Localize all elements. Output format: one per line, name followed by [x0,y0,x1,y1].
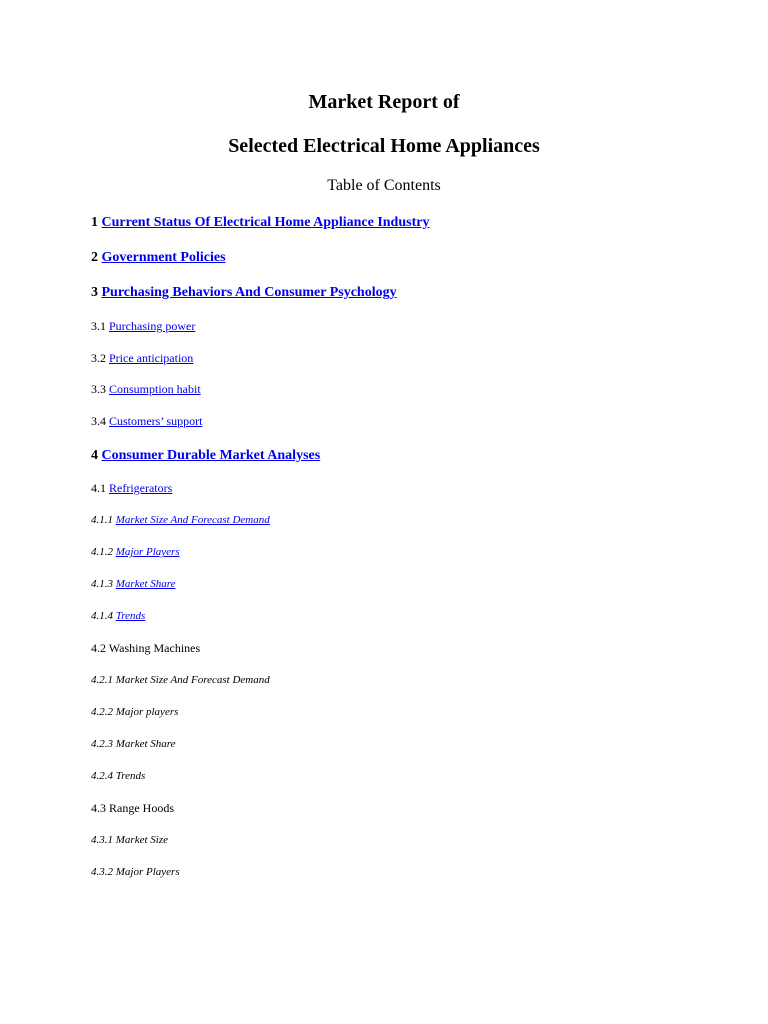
toc-entry-number: 4.3.2 [91,866,113,878]
toc-label-range-hoods-market-size: Market Size [115,834,168,846]
toc-entry-4-3-1 [91,833,168,848]
toc-entry-4-3-2 [91,865,180,880]
toc-entry-number: 4.2.3 [91,738,113,750]
toc-entry-4-1-3 [91,577,176,592]
toc-link-customers-support[interactable]: Customers’ support [109,414,203,428]
toc-entry-number: 3 [91,285,98,300]
toc-entry-number: 4.1.2 [91,546,113,558]
toc-entry-4-2-1 [91,673,270,688]
toc-label-washing-market-share: Market Share [115,738,176,750]
toc-link-refrigerators-trends[interactable]: Trends [115,610,146,622]
toc-entry-4-1-1 [91,513,270,528]
toc-entry-4-2-2 [91,705,178,720]
toc-link-refrigerators-major-players[interactable]: Major Players [115,546,180,558]
toc-entry-4-2-3 [91,737,176,752]
toc-entry-number: 4.1.4 [91,610,113,622]
toc-entry-number: 4.3.1 [91,834,113,846]
toc-entry-4-1 [91,480,172,496]
toc-entry-number: 4.1.1 [91,514,113,526]
toc-link-price-anticipation[interactable]: Price anticipation [109,351,194,365]
toc-link-refrigerators-market-share[interactable]: Market Share [115,578,176,590]
toc-entry-number: 1 [91,215,98,230]
toc-label-washing-major-players: Major players [115,706,179,718]
toc-entry-number: 4.2.1 [91,674,113,686]
toc-entry-3-1 [91,318,195,334]
toc-entry-4-2-4 [91,769,145,784]
toc-entry-4-1-4 [91,609,145,624]
toc-link-purchasing-behaviors[interactable]: Purchasing Behaviors And Consumer Psychology [101,285,397,300]
toc-entry-number: 4.1 [91,481,106,495]
toc-label-washing-market-size: Market Size And Forecast Demand [115,674,270,686]
toc-link-government-policies[interactable]: Government Policies [101,250,226,265]
toc-label-washing-trends: Trends [115,770,146,782]
toc-entry-number: 3.1 [91,319,106,333]
toc-link-refrigerators[interactable]: Refrigerators [109,481,173,495]
toc-entry-number: 3.4 [91,414,106,428]
toc-link-current-status[interactable]: Current Status Of Electrical Home Appliance Industry [101,215,430,230]
toc-label-range-hoods: Range Hoods [109,801,174,815]
toc-entry-4-1-2 [91,545,180,560]
toc-entry-3-4 [91,413,202,429]
toc-entry-3-3 [91,381,201,397]
toc-link-purchasing-power[interactable]: Purchasing power [109,319,196,333]
toc-entry-number: 4.3 [91,801,106,815]
toc-link-consumer-durable[interactable]: Consumer Durable Market Analyses [101,448,321,463]
toc-entry-number: 3.3 [91,382,106,396]
toc-entry-number: 4 [91,448,98,463]
toc-entry-3-2 [91,350,193,366]
toc-link-consumption-habit[interactable]: Consumption habit [109,382,201,396]
toc-entry-number: 4.2.4 [91,770,113,782]
toc-entry-1 [91,214,429,232]
toc-entry-number: 4.2.2 [91,706,113,718]
document-title-line-2: Selected Electrical Home Appliances [228,135,540,157]
toc-entry-3 [91,284,397,302]
document-title-line-1: Market Report of [308,91,460,113]
toc-entry-4 [91,447,320,465]
toc-label-washing-machines: Washing Machines [108,641,201,655]
toc-entry-4-2 [91,640,200,656]
toc-entry-number: 4.1.3 [91,578,113,590]
toc-link-refrigerators-market-size[interactable]: Market Size And Forecast Demand [115,514,270,526]
toc-entry-4-3 [91,800,174,816]
toc-entry-number: 3.2 [91,351,106,365]
toc-heading: Table of Contents [327,177,441,194]
toc-entry-number: 2 [91,250,98,265]
toc-label-range-hoods-major-players: Major Players [115,866,180,878]
toc-entry-number: 4.2 [91,641,106,655]
toc-entry-2 [91,249,226,267]
